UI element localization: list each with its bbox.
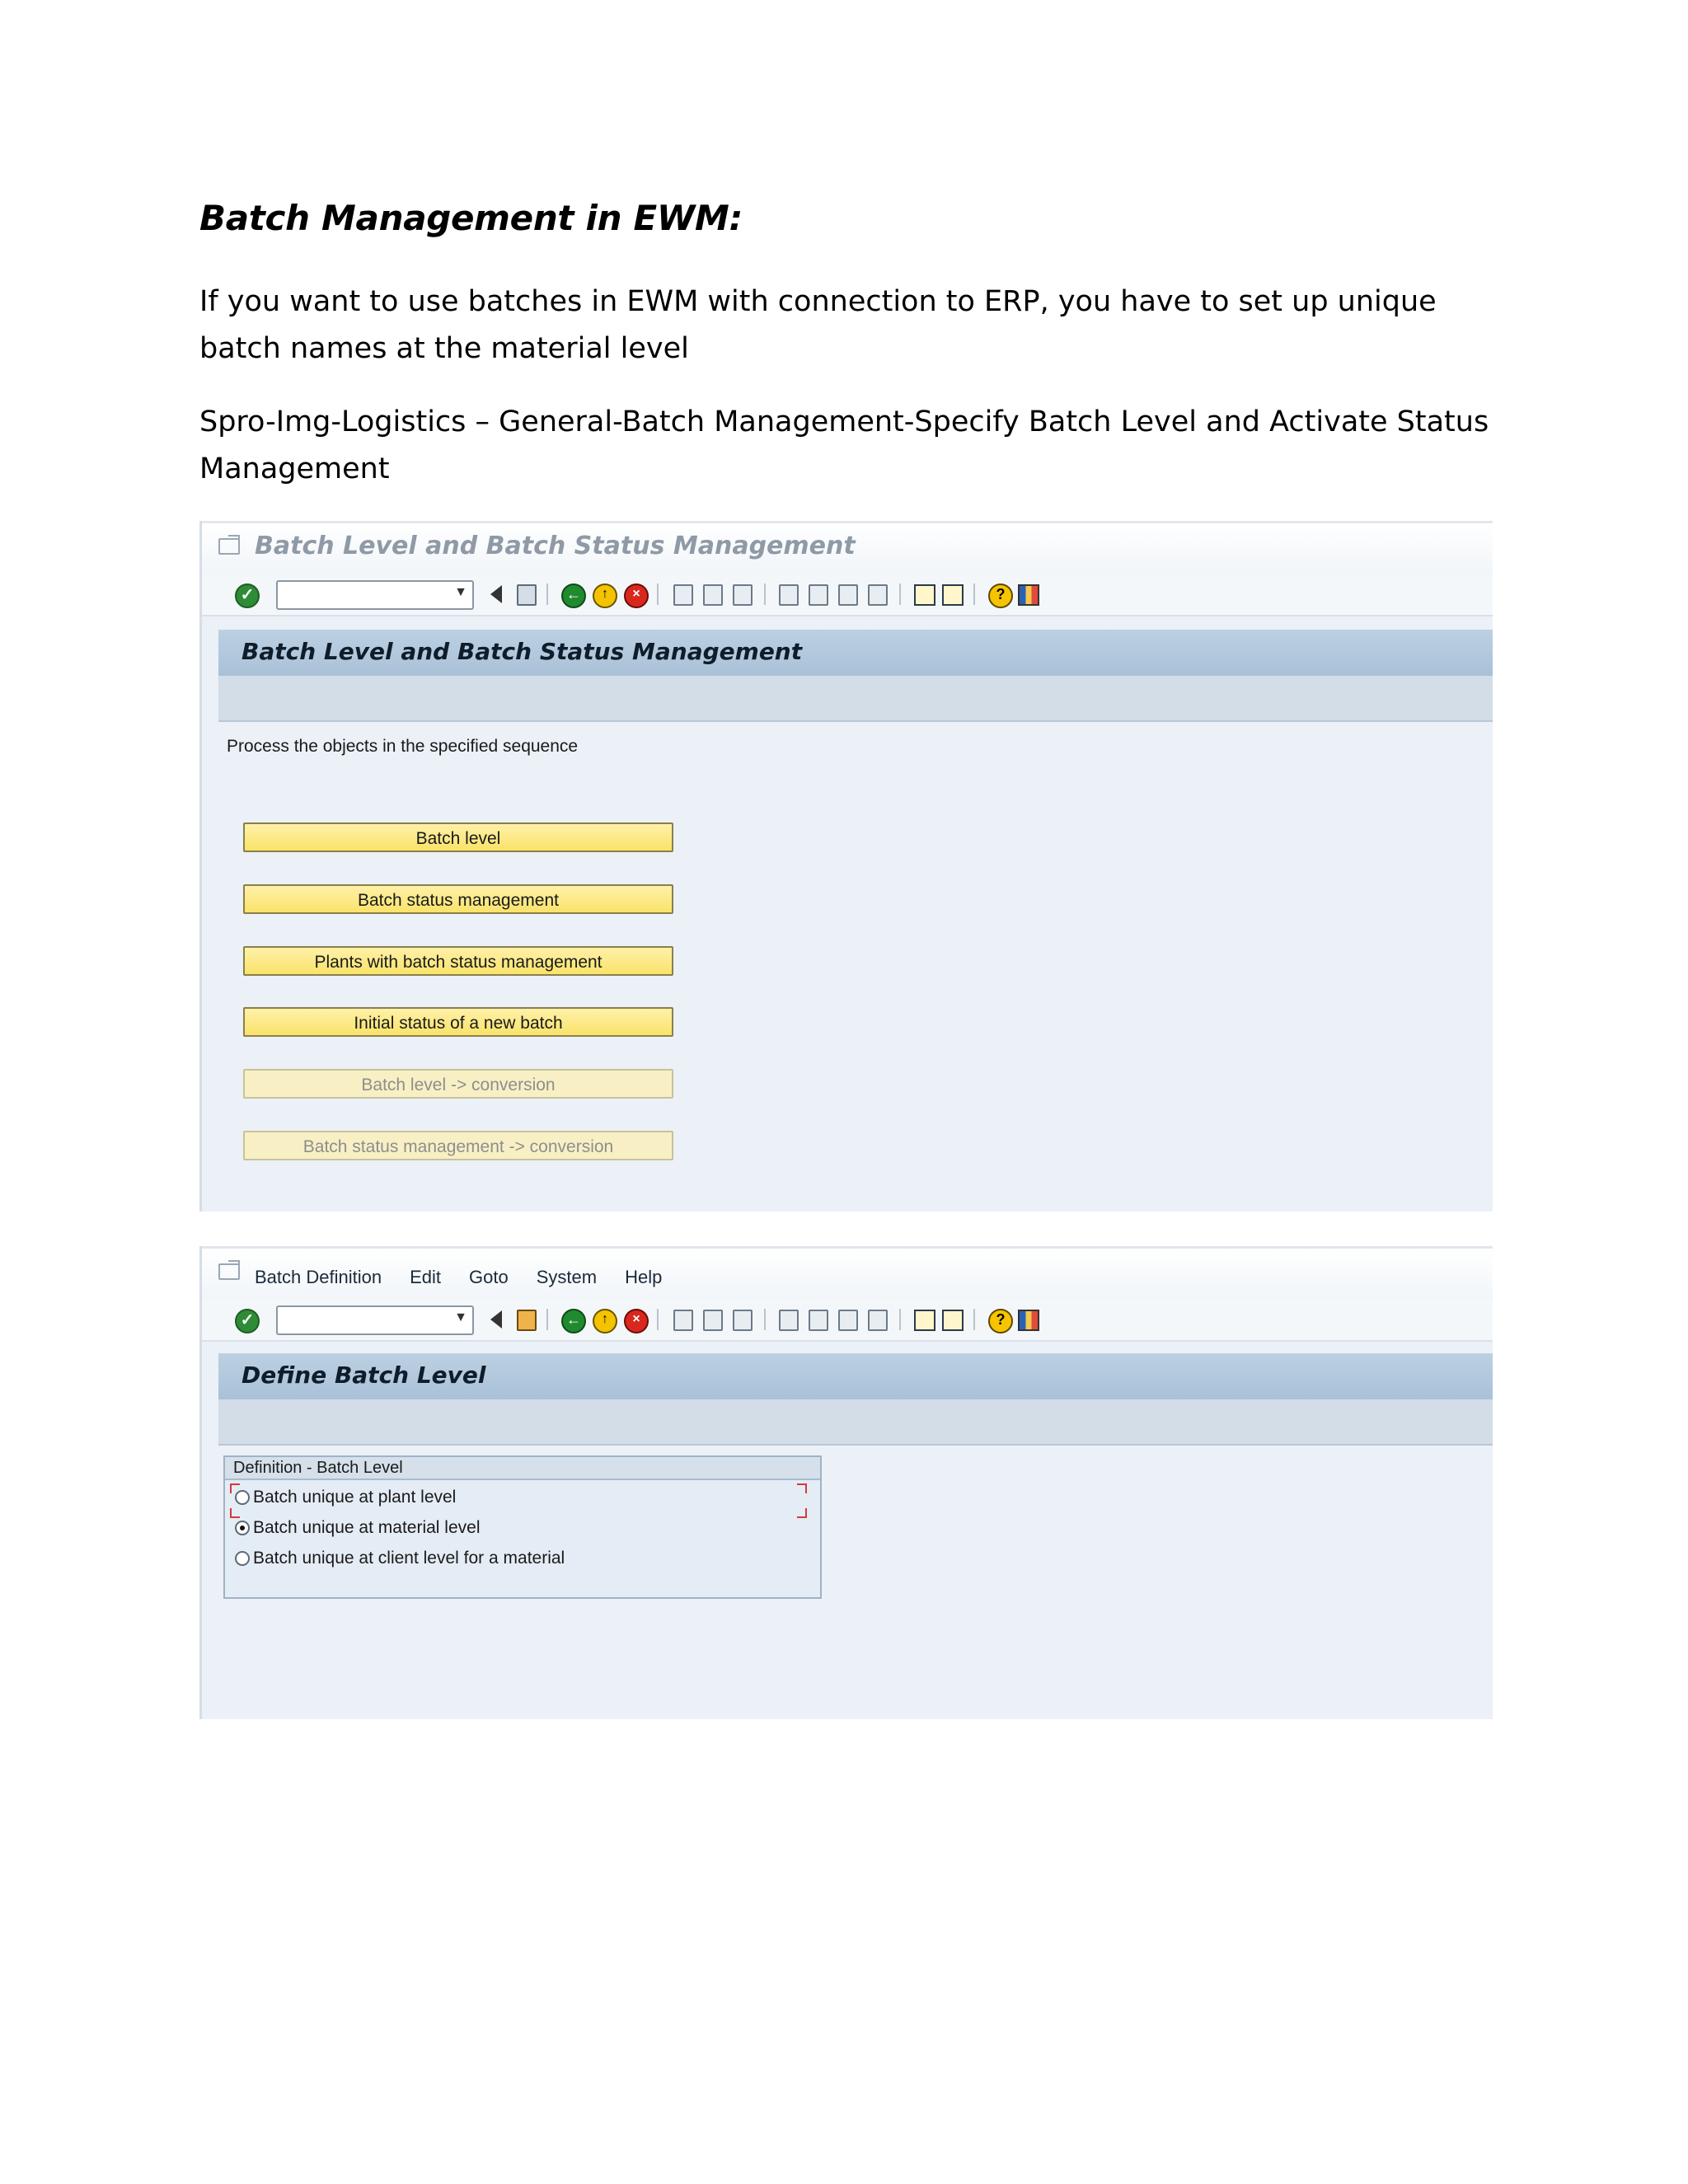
- intro-paragraph: If you want to use batches in EWM with connection to ERP, you have to set up unique batch names at the material level: [199, 285, 1437, 365]
- menu-goto[interactable]: Goto: [469, 1267, 509, 1287]
- screen-title: Batch Level and Batch Status Management: [241, 638, 803, 665]
- shortcut-icon[interactable]: [942, 584, 964, 606]
- cancel-icon[interactable]: ×: [624, 1309, 649, 1333]
- menu-bar: [255, 1267, 662, 1288]
- option-label: Batch unique at plant level: [253, 1488, 457, 1507]
- standard-toolbar: [202, 574, 1493, 616]
- batch-level-group: [223, 1455, 822, 1599]
- left-arrow-icon[interactable]: [490, 585, 502, 603]
- group-title: Definition - Batch Level: [225, 1457, 820, 1480]
- menu-help[interactable]: Help: [625, 1267, 663, 1287]
- screen-title: Define Batch Level: [241, 1361, 486, 1389]
- help-icon[interactable]: ?: [988, 1309, 1013, 1333]
- title-bar: [202, 521, 1493, 576]
- radio-plant-level[interactable]: [235, 1490, 250, 1505]
- menu-edit[interactable]: Edit: [410, 1267, 442, 1287]
- previous-page-icon[interactable]: [809, 1310, 828, 1331]
- back-icon[interactable]: ←: [561, 583, 586, 608]
- help-icon[interactable]: ?: [988, 583, 1013, 608]
- print-icon[interactable]: [673, 584, 693, 606]
- left-arrow-icon[interactable]: [490, 1310, 502, 1329]
- batch-status-conversion-button: Batch status management -> conversion: [243, 1131, 673, 1160]
- menu-bar-strip: [202, 1246, 1493, 1301]
- next-page-icon[interactable]: [838, 1310, 858, 1331]
- radio-client-level[interactable]: [235, 1551, 250, 1566]
- last-page-icon[interactable]: [868, 1310, 888, 1331]
- menu-system[interactable]: System: [536, 1267, 598, 1287]
- batch-status-screen: [199, 521, 1493, 1212]
- find-icon[interactable]: [703, 1310, 723, 1331]
- last-page-icon[interactable]: [868, 584, 888, 606]
- next-page-icon[interactable]: [838, 584, 858, 606]
- batch-level-button[interactable]: Batch level: [243, 823, 673, 852]
- menu-path-paragraph: Spro-Img-Logistics – General-Batch Management-Specify Batch Level and Activate Status Management: [199, 405, 1489, 485]
- check-icon[interactable]: ✓: [235, 1309, 260, 1333]
- batch-status-management-button[interactable]: Batch status management: [243, 884, 673, 914]
- save-icon[interactable]: [517, 1310, 537, 1331]
- first-page-icon[interactable]: [779, 584, 799, 606]
- exit-icon[interactable]: ↑: [593, 583, 617, 608]
- define-batch-level-screen: [199, 1246, 1493, 1719]
- option-label: Batch unique at material level: [253, 1518, 481, 1537]
- back-icon[interactable]: ←: [561, 1309, 586, 1333]
- new-session-icon[interactable]: [914, 1310, 935, 1331]
- document-heading: Batch Management in EWM:: [199, 198, 743, 238]
- command-field[interactable]: [276, 1305, 474, 1335]
- option-label: Batch unique at client level for a material: [253, 1549, 565, 1568]
- first-page-icon[interactable]: [779, 1310, 799, 1331]
- menu-icon[interactable]: [218, 538, 240, 555]
- menu-icon[interactable]: [218, 1263, 240, 1280]
- menu-batch-definition[interactable]: Batch Definition: [255, 1267, 382, 1287]
- window-title: Batch Level and Batch Status Management: [255, 532, 856, 560]
- radio-material-level[interactable]: [235, 1521, 250, 1535]
- check-icon[interactable]: ✓: [235, 583, 260, 608]
- new-session-icon[interactable]: [914, 584, 935, 606]
- exit-icon[interactable]: ↑: [593, 1309, 617, 1333]
- find-icon[interactable]: [703, 584, 723, 606]
- batch-level-conversion-button: Batch level -> conversion: [243, 1069, 673, 1099]
- option-client-level[interactable]: [235, 1546, 565, 1571]
- previous-page-icon[interactable]: [809, 584, 828, 606]
- initial-status-new-batch-button[interactable]: Initial status of a new batch: [243, 1007, 673, 1037]
- application-toolbar: [218, 676, 1493, 722]
- layout-menu-icon[interactable]: [1018, 1310, 1039, 1331]
- save-icon[interactable]: [517, 584, 537, 606]
- layout-menu-icon[interactable]: [1018, 584, 1039, 606]
- find-next-icon[interactable]: [733, 584, 753, 606]
- plants-with-batch-status-button[interactable]: Plants with batch status management: [243, 946, 673, 976]
- option-material-level[interactable]: [235, 1516, 481, 1540]
- standard-toolbar: [202, 1299, 1493, 1342]
- screen-header: [218, 1353, 1493, 1399]
- shortcut-icon[interactable]: [942, 1310, 964, 1331]
- find-next-icon[interactable]: [733, 1310, 753, 1331]
- print-icon[interactable]: [673, 1310, 693, 1331]
- option-plant-level[interactable]: [235, 1485, 456, 1510]
- command-field[interactable]: [276, 580, 474, 610]
- instruction-text: Process the objects in the specified sequence: [227, 737, 579, 756]
- application-toolbar: [218, 1399, 1493, 1446]
- cancel-icon[interactable]: ×: [624, 583, 649, 608]
- screen-header: [218, 630, 1493, 676]
